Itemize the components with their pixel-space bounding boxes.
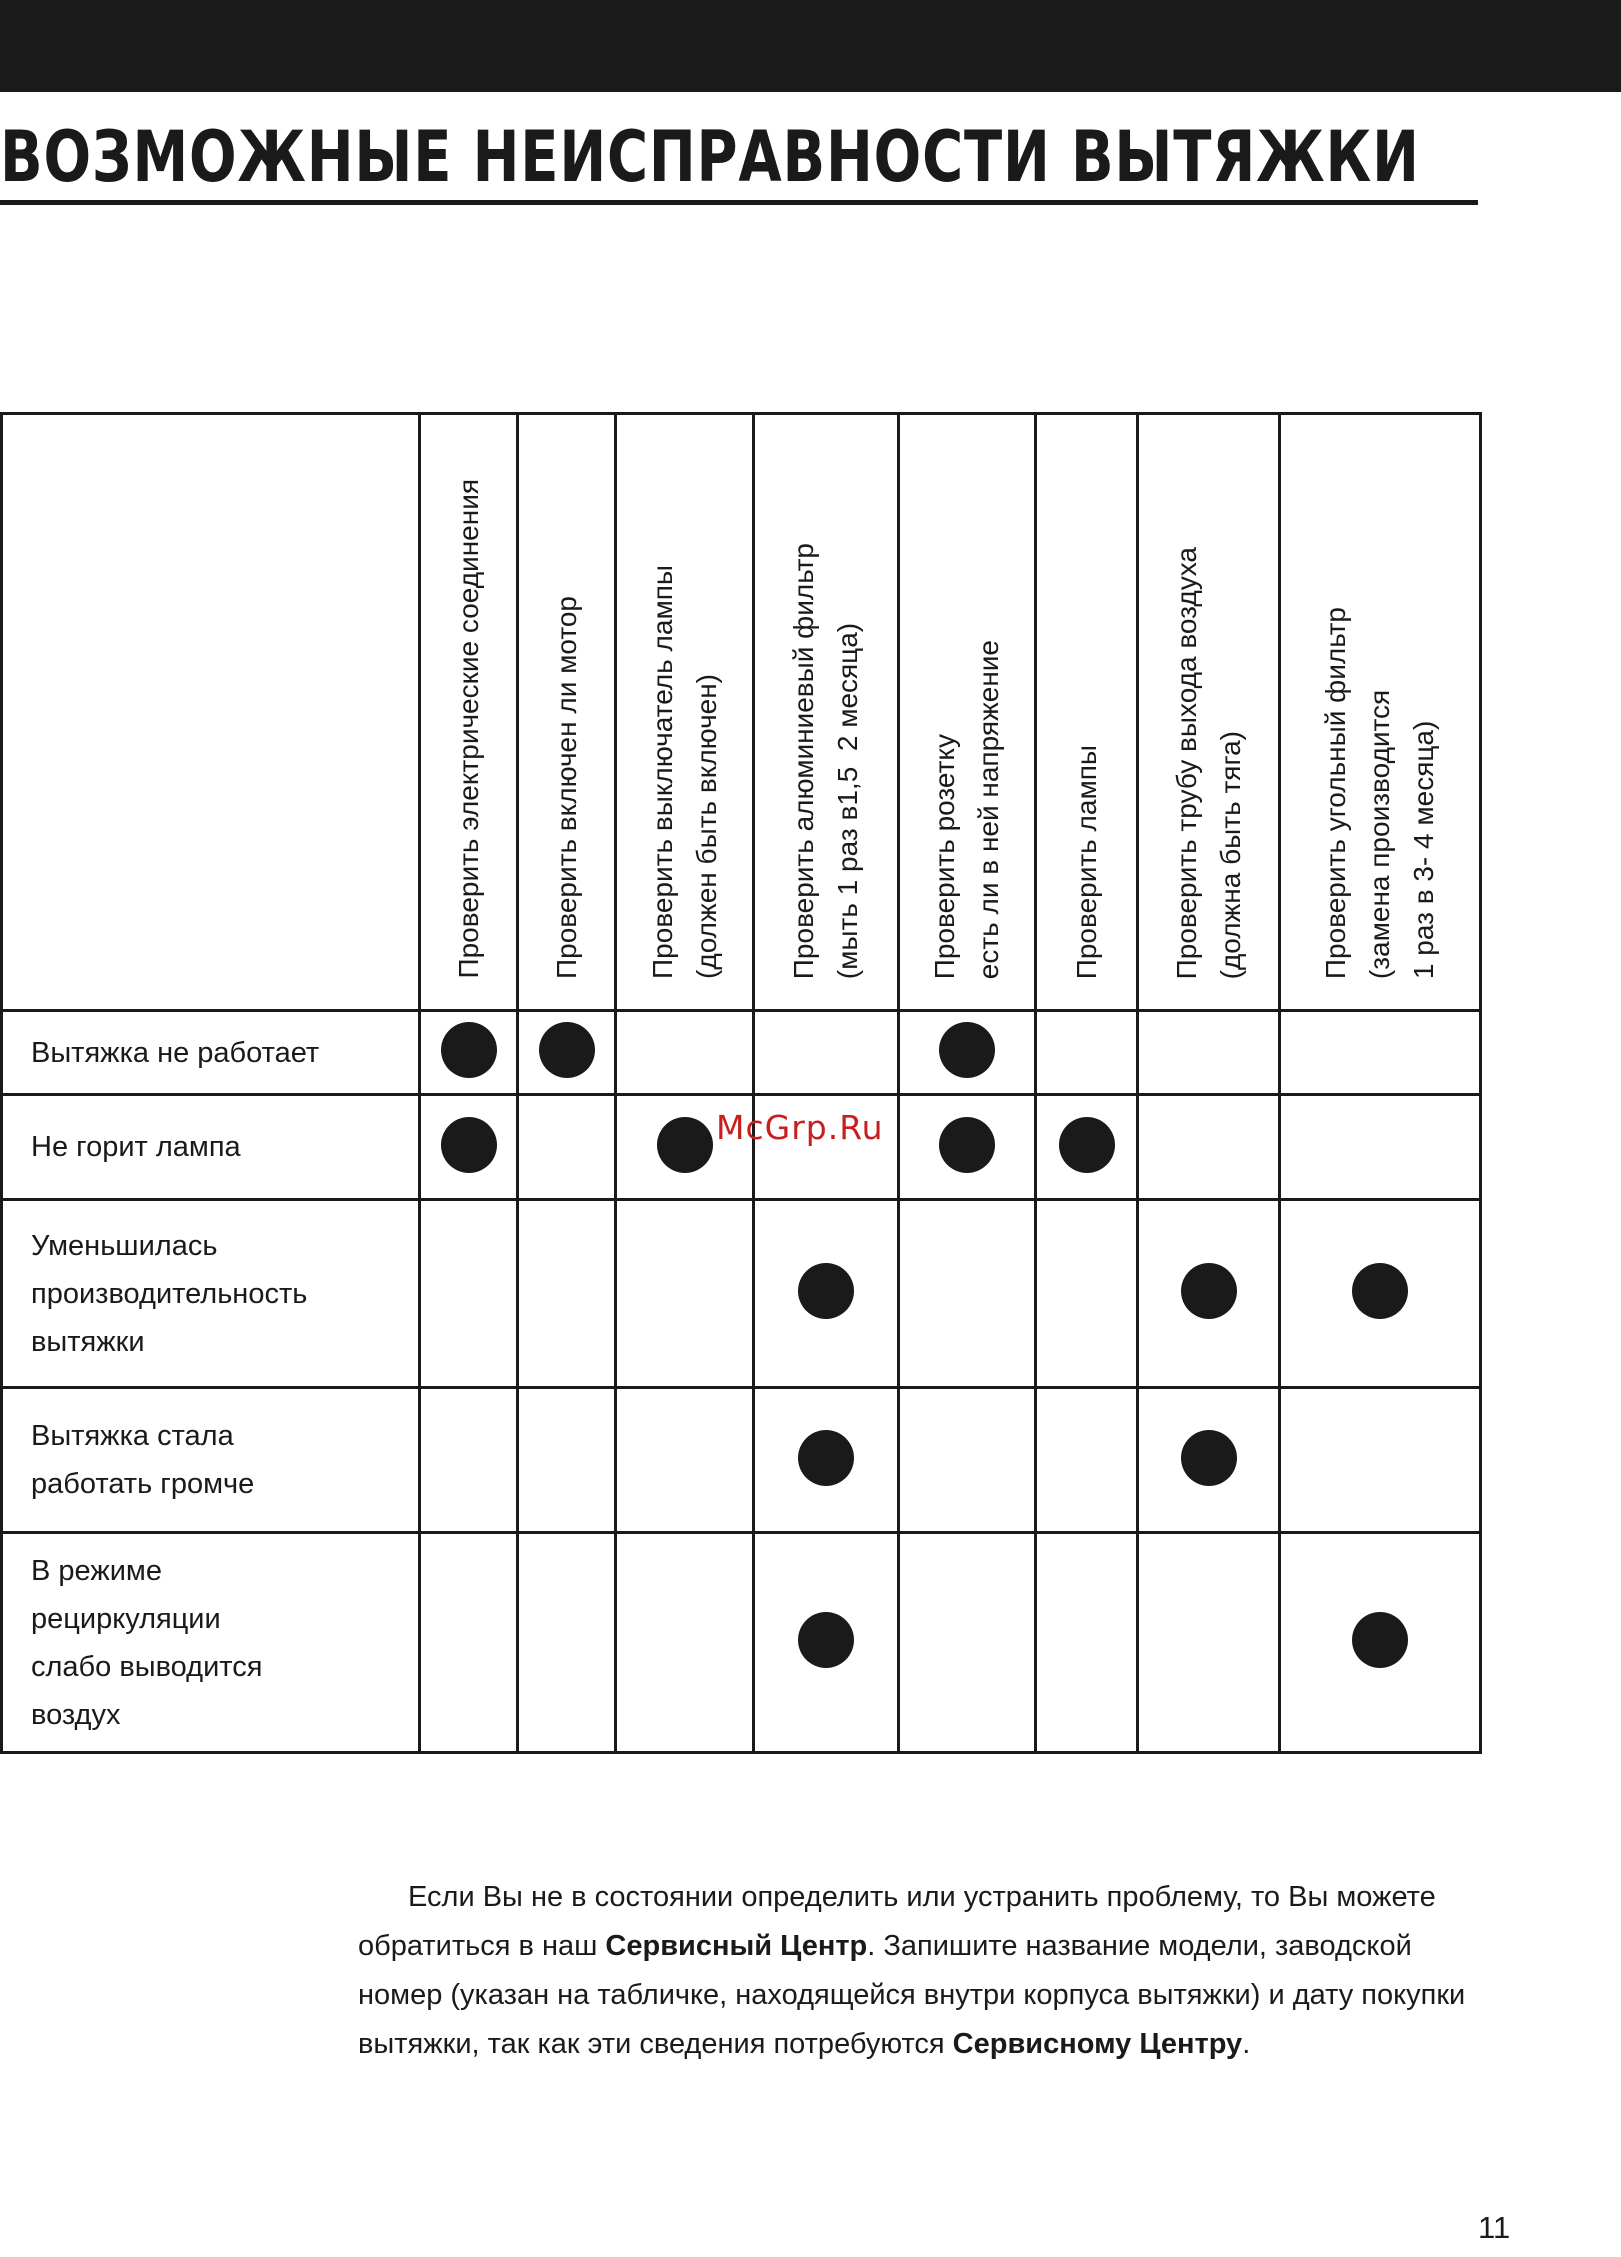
row-label: Не горит лампа <box>2 1095 420 1200</box>
column-header <box>420 414 518 1011</box>
table-cell <box>1280 1200 1481 1388</box>
table-cell <box>899 1095 1036 1200</box>
row-label: Вытяжка стала работать громче <box>2 1388 420 1533</box>
check-dot-icon <box>798 1612 854 1668</box>
table-cell <box>518 1200 616 1388</box>
table-cell <box>1138 1011 1280 1095</box>
check-dot-icon <box>441 1117 497 1173</box>
column-header-text: Проверить алюминиевый фильтр (мыть 1 раз в1,5 2 месяца) <box>788 542 863 979</box>
table-cell <box>420 1095 518 1200</box>
check-dot-icon <box>441 1022 497 1078</box>
table-cell <box>420 1533 518 1753</box>
table-cell <box>1036 1011 1138 1095</box>
corner-cell <box>2 414 420 1011</box>
row-label: Вытяжка не работает <box>2 1011 420 1095</box>
table-cell <box>518 1011 616 1095</box>
table-cell <box>518 1388 616 1533</box>
table-row <box>2 1200 1481 1388</box>
column-header-text: Проверить трубу выхода воздуха (должна быть тяга) <box>1170 546 1246 979</box>
table-cell <box>1280 1011 1481 1095</box>
column-header-text: Проверить розетку есть ли в ней напряжение <box>929 639 1004 979</box>
table-cell <box>1036 1388 1138 1533</box>
table-cell <box>1280 1095 1481 1200</box>
table-row <box>2 1011 1481 1095</box>
table-cell <box>899 1533 1036 1753</box>
column-header <box>1036 414 1138 1011</box>
column-header-text: Проверить угольный фильтр (замена производится 1 раз в 3- 4 месяца) <box>1320 606 1439 979</box>
table-cell <box>1036 1533 1138 1753</box>
table-cell <box>518 1533 616 1753</box>
title-rule <box>0 200 1478 205</box>
table-cell <box>518 1095 616 1200</box>
check-dot-icon <box>1181 1263 1237 1319</box>
table-cell <box>616 1011 754 1095</box>
note-text: Если Вы не в состоянии определить или устранить проблему, то Вы можете обратиться в наш <box>358 1881 1436 1962</box>
table-row <box>2 1388 1481 1533</box>
table-cell <box>1138 1095 1280 1200</box>
table-cell <box>754 1388 899 1533</box>
check-dot-icon <box>798 1430 854 1486</box>
row-label: В режиме рециркуляции слабо выводится воздух <box>2 1533 420 1753</box>
check-dot-icon <box>539 1022 595 1078</box>
header-row <box>2 414 1481 1011</box>
note-text: . Запишите название модели, заводской номер (указан на табличке, находящейся внутри корпуса вытяжки) и дату покупки вытяжки, так как эти сведения потребуются <box>358 1930 1466 2060</box>
column-header <box>616 414 754 1011</box>
table-cell <box>1280 1388 1481 1533</box>
check-dot-icon <box>939 1117 995 1173</box>
check-dot-icon <box>1352 1263 1408 1319</box>
table-cell <box>616 1388 754 1533</box>
table-cell <box>420 1200 518 1388</box>
troubleshooting-table <box>0 412 1482 1754</box>
service-note <box>358 1873 1468 2069</box>
table-cell <box>1036 1200 1138 1388</box>
table-cell <box>754 1533 899 1753</box>
row-label: Уменьшилась производительность вытяжки <box>2 1200 420 1388</box>
column-header-text: Проверить лампы <box>1070 744 1102 979</box>
column-header-text: Проверить включен ли мотор <box>550 596 582 979</box>
table-cell <box>899 1011 1036 1095</box>
note-text: . <box>1242 2028 1251 2060</box>
table-cell <box>1138 1533 1280 1753</box>
check-dot-icon <box>939 1022 995 1078</box>
column-header <box>899 414 1036 1011</box>
table-cell <box>616 1200 754 1388</box>
table-cell <box>754 1200 899 1388</box>
column-header <box>754 414 899 1011</box>
check-dot-icon <box>1059 1117 1115 1173</box>
table-cell <box>1280 1533 1481 1753</box>
check-dot-icon <box>1352 1612 1408 1668</box>
page-number: 11 <box>1478 2210 1511 2245</box>
check-dot-icon <box>657 1117 713 1173</box>
table-row <box>2 1533 1481 1753</box>
table-cell <box>899 1200 1036 1388</box>
column-header-text: Проверить выключатель лампы (должен быть включен) <box>646 565 722 979</box>
note-bold: Сервисному Центру <box>952 2028 1243 2060</box>
page-title: ВОЗМОЖНЫЕ НЕИСПРАВНОСТИ ВЫТЯЖКИ <box>0 116 1420 198</box>
table-cell <box>1036 1095 1138 1200</box>
table-cell <box>420 1011 518 1095</box>
table-cell <box>754 1011 899 1095</box>
table-cell <box>1138 1200 1280 1388</box>
column-header-text: Проверить электрические соединения <box>452 479 484 979</box>
note-bold: Сервисный Центр <box>605 1930 868 1962</box>
check-dot-icon <box>1181 1430 1237 1486</box>
table-cell <box>1138 1388 1280 1533</box>
top-bar <box>0 0 1621 92</box>
table-cell <box>616 1533 754 1753</box>
column-header <box>1138 414 1280 1011</box>
column-header <box>1280 414 1481 1011</box>
watermark: McGrp.Ru <box>716 1108 884 1147</box>
table-cell <box>420 1388 518 1533</box>
table-cell <box>899 1388 1036 1533</box>
column-header <box>518 414 616 1011</box>
check-dot-icon <box>798 1263 854 1319</box>
